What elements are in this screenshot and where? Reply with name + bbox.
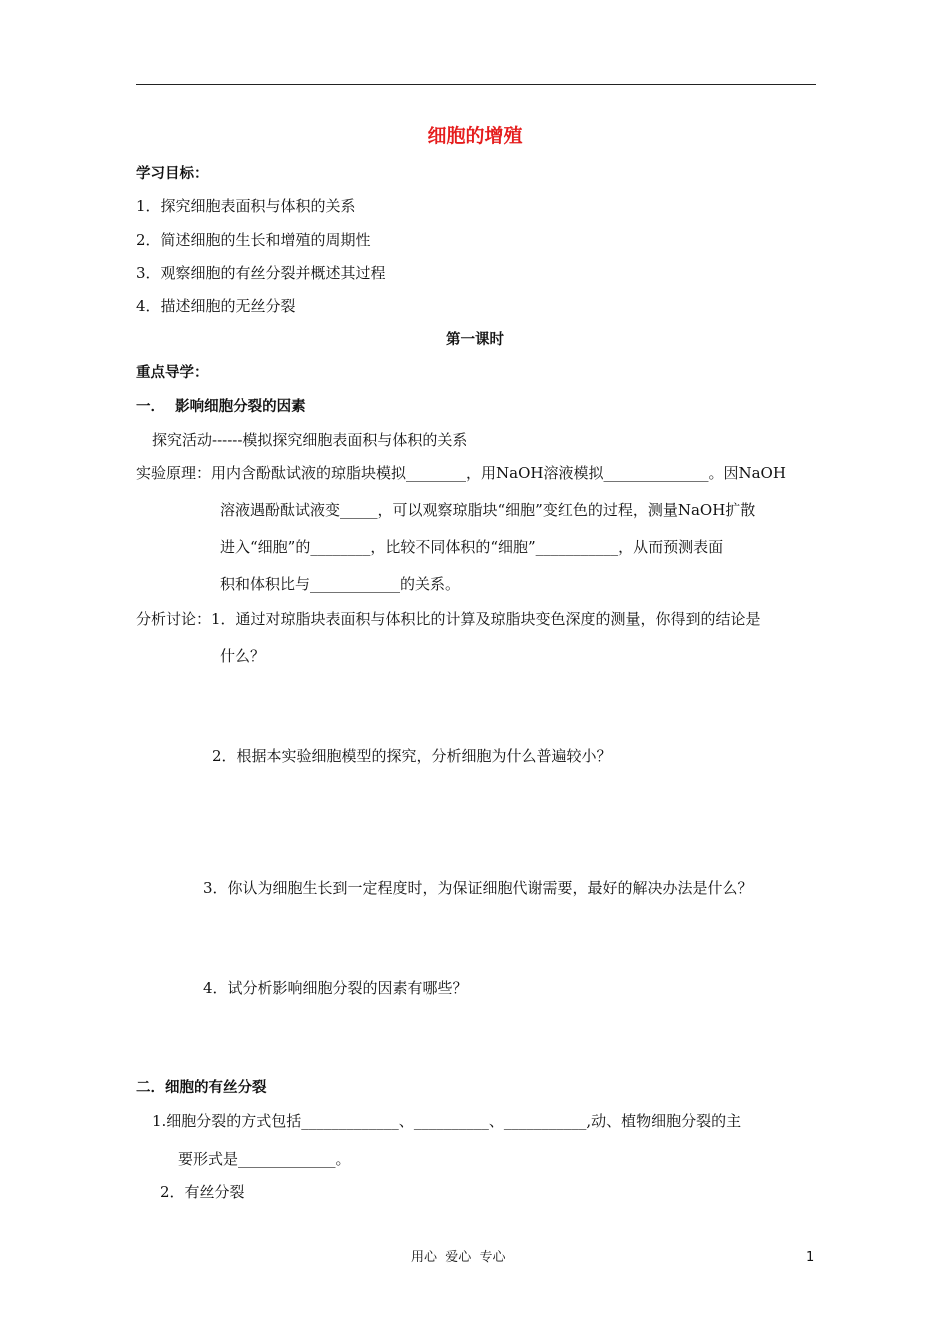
section2-item: 2．有丝分裂 [160,1183,245,1201]
lesson-heading: 第一课时 [446,332,504,348]
principle-line: 实验原理：用内含酚酞试液的琼脂块模拟________，用NaOH溶液模拟______________。因NaOH [136,464,786,482]
objective-item: 1．探究细胞表面积与体积的关系 [136,197,356,215]
discussion-line: 分析讨论：1．通过对琼脂块表面积与体积比的计算及琼脂块变色深度的测量，你得到的结论是 [136,610,761,628]
section2-heading: 二．细胞的有丝分裂 [136,1080,267,1096]
principle-line: 进入“细胞”的________，比较不同体积的“细胞”___________，从而预测表面 [220,538,724,556]
page-number: 1 [806,1250,815,1265]
question-3: 3．你认为细胞生长到一定程度时，为保证细胞代谢需要，最好的解决办法是什么？ [203,879,753,897]
objective-item: 3．观察细胞的有丝分裂并概述其过程 [136,264,386,282]
question-2: 2．根据本实验细胞模型的探究，分析细胞为什么普遍较小？ [212,747,612,765]
key-guide-heading: 重点导学： [136,365,209,381]
page-title: 细胞的增殖 [427,125,523,147]
section1-heading: 一． 影响细胞分裂的因素 [136,399,306,415]
section2-item: 要形式是_____________。 [178,1150,351,1168]
header-rule [136,84,816,85]
activity-line: 探究活动------模拟探究细胞表面积与体积的关系 [152,431,468,449]
principle-line: 溶液遇酚酞试液变_____，可以观察琼脂块“细胞”变红色的过程，测量NaOH扩散 [220,501,756,519]
principle-line: 积和体积比与____________的关系。 [220,575,461,593]
objectives-heading: 学习目标： [136,166,209,182]
discussion-line: 什么？ [220,647,266,665]
section2-item: 1.细胞分裂的方式包括_____________、__________、___________,动、植物细胞分裂的主 [152,1112,742,1130]
objective-item: 2．简述细胞的生长和增殖的周期性 [136,231,371,249]
footer-motto: 用心 爱心 专心 [411,1250,506,1265]
objective-item: 4．描述细胞的无丝分裂 [136,297,296,315]
question-4: 4．试分析影响细胞分裂的因素有哪些？ [203,979,468,997]
